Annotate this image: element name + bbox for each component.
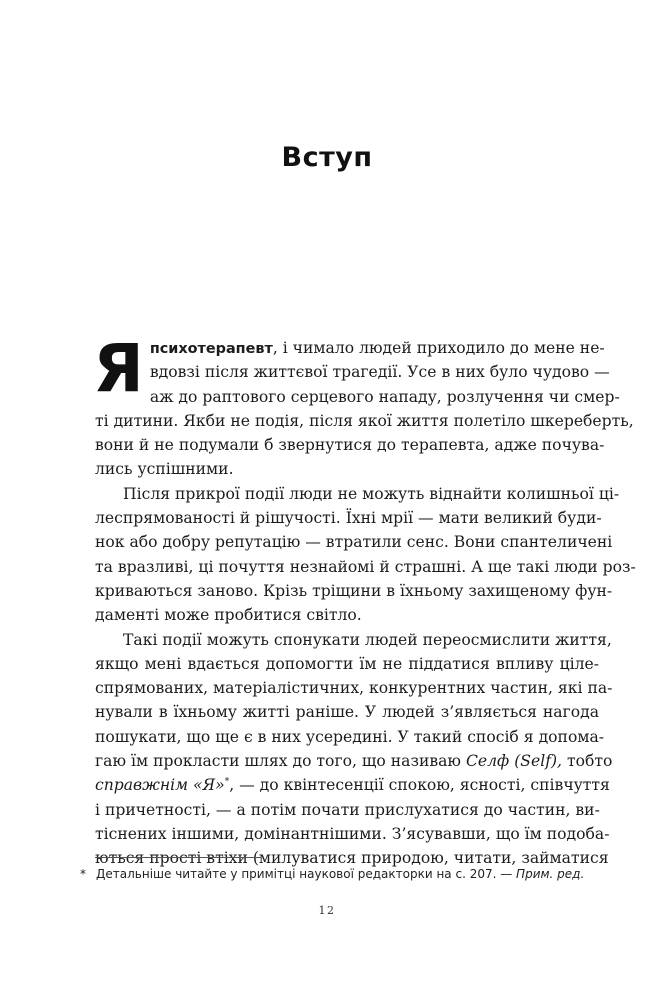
drop-cap: Я	[93, 330, 144, 407]
text-line: ті дитини. Якби не подія, після якої життя полетіло шкереберть,	[95, 411, 634, 430]
page-number: 12	[318, 904, 336, 917]
text-span: гаю їм прокласти шлях до того, що називаю	[95, 752, 466, 771]
text-line	[95, 336, 605, 360]
text-line	[95, 773, 610, 797]
text-line: леспрямованості й рішучості. Їхні мрії — мати великий буди-	[95, 509, 602, 528]
text-line: криваються заново. Крізь тріщини в їхньому захищеному фун-	[95, 581, 613, 600]
text-line: та вразливі, ці почуття незнайомі й страшні. А ще такі люди роз-	[95, 557, 636, 576]
text-line: і причетності, — а потім почати прислухатися до частин, ви-	[95, 800, 600, 819]
text-span: тобто	[562, 752, 613, 771]
footnote-mark: *	[80, 867, 86, 881]
text-line: тіснених іншими, домінантнішими. З’ясувавши, що їм подоба-	[95, 824, 610, 843]
text-line: спрямованих, матеріалістичних, конкурентних частин, які па-	[95, 679, 613, 698]
paragraph-1	[93, 330, 634, 482]
text-line: нок або добру репутацію — втратили сенс. Вони спантеличені	[95, 533, 613, 552]
text-line	[95, 749, 613, 773]
text-line: Після прикрої події люди не можуть віднайти колишньої ці-	[123, 484, 620, 503]
text-line: якщо мені вдається допомогти їм не піддатися впливу ціле-	[95, 654, 599, 673]
italic-term: Селф (Self),	[465, 752, 563, 771]
paragraph-3	[95, 628, 613, 871]
chapter-heading: Вступ	[281, 142, 373, 174]
text-line: лись успішними.	[95, 460, 234, 479]
footnote-italic: Прим. ред.	[516, 867, 585, 881]
text-span: , — до квінтесенції спокою, ясності, співчуття	[229, 776, 610, 795]
footnote-ref: *	[224, 777, 230, 788]
text-line: пошукати, що ще є в них усередині. У такий спосіб я допома-	[95, 727, 605, 746]
text-line: вдовзі після життєвої трагедії. Усе в них було чудово —	[149, 363, 610, 382]
footnote	[80, 866, 600, 882]
text-line: нували в їхньому житті раніше. У людей з’являється нагода	[95, 703, 599, 722]
paragraph-2	[95, 482, 636, 628]
text-line: аж до раптового серцевого нападу, розлучення чи смер-	[149, 387, 620, 406]
text-span: , і чимало людей приходило до мене не-	[272, 339, 605, 357]
body-text	[93, 330, 636, 871]
text-line: даменті може пробитися світло.	[95, 606, 362, 625]
footnote-divider	[95, 857, 261, 858]
footnote-text: Детальніше читайте у примітці наукової редакторки на с. 207. —	[96, 867, 517, 881]
text-line: вони й не подумали б звернутися до терапевта, адже почува-	[95, 436, 605, 455]
lead-bold-word: психотерапевт	[149, 341, 273, 357]
italic-term: справжнім «Я»	[95, 776, 225, 795]
text-line: Такі події можуть спонукати людей переосмислити життя,	[123, 630, 612, 649]
text-line: ються прості втіхи (милуватися природою, читати, займатися	[95, 849, 609, 868]
